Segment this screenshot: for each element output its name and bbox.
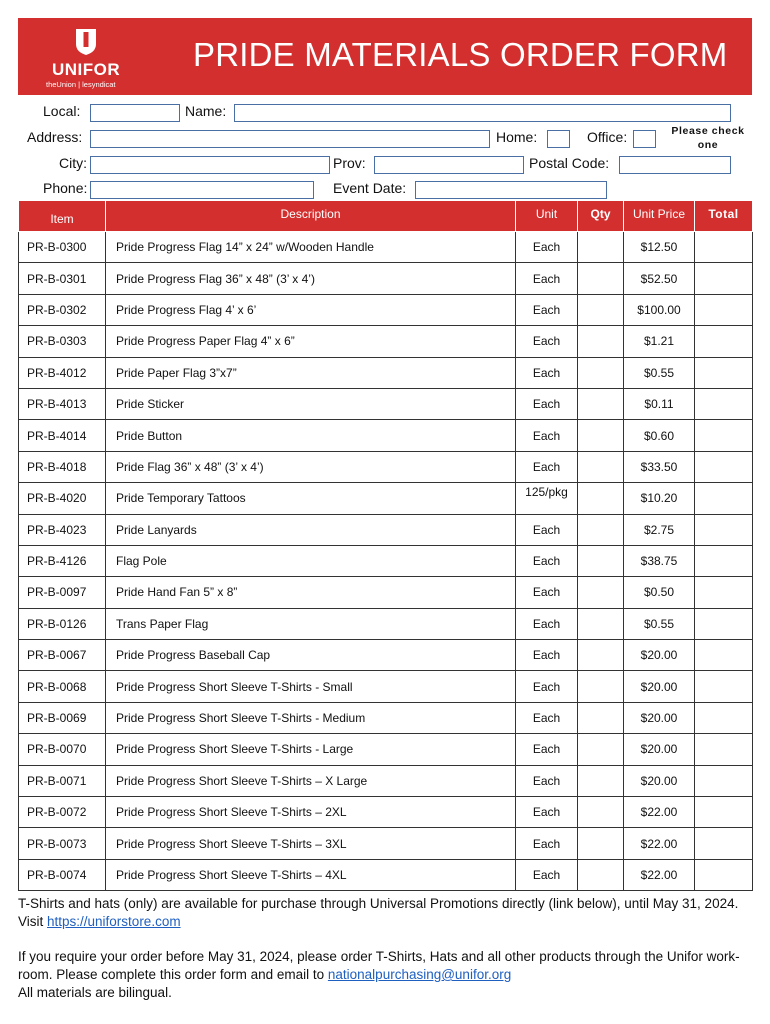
total-cell[interactable] (695, 388, 753, 419)
item-unit-price: $20.00 (624, 765, 695, 796)
item-unit-price: $22.00 (624, 859, 695, 890)
item-description: Pride Progress Flag 14” x 24” w/Wooden Handle (106, 232, 516, 263)
item-unit-price: $20.00 (624, 640, 695, 671)
table-row (19, 326, 753, 357)
qty-cell[interactable] (578, 294, 624, 325)
address-label: Address: (27, 129, 83, 145)
item-description: Pride Progress Short Sleeve T-Shirts – X Large (106, 765, 516, 796)
item-unit-price: $20.00 (624, 734, 695, 765)
item-unit: Each (516, 388, 578, 419)
table-row (19, 702, 753, 733)
item-code: PR-B-4013 (19, 388, 106, 419)
qty-cell[interactable] (578, 420, 624, 451)
logo-tagline: theUnion | lesyndicat (46, 80, 116, 89)
table-row (19, 828, 753, 859)
table-row (19, 671, 753, 702)
notes-text-1: T-Shirts and hats (only) are available for purchase through Universal Promotions directly (link below), until May 31, 2024. Visit (18, 896, 739, 929)
qty-cell[interactable] (578, 263, 624, 294)
item-unit: Each (516, 859, 578, 890)
item-unit-price: $20.00 (624, 671, 695, 702)
item-code: PR-B-0072 (19, 797, 106, 828)
qty-cell[interactable] (578, 671, 624, 702)
total-cell[interactable] (695, 828, 753, 859)
table-row (19, 263, 753, 294)
item-description: Trans Paper Flag (106, 608, 516, 639)
item-unit: Each (516, 734, 578, 765)
phone-label: Phone: (43, 180, 88, 196)
order-table (18, 200, 753, 891)
item-unit-price: $52.50 (624, 263, 695, 294)
item-code: PR-B-4014 (19, 420, 106, 451)
item-code: PR-B-4023 (19, 514, 106, 545)
item-description: Pride Hand Fan 5” x 8” (106, 577, 516, 608)
postal-code-label: Postal Code: (529, 155, 610, 171)
item-description: Pride Progress Baseball Cap (106, 640, 516, 671)
item-unit-price: $33.50 (624, 451, 695, 482)
qty-cell[interactable] (578, 357, 624, 388)
qty-cell[interactable] (578, 640, 624, 671)
total-cell[interactable] (695, 797, 753, 828)
qty-cell[interactable] (578, 388, 624, 419)
total-cell[interactable] (695, 451, 753, 482)
table-row (19, 765, 753, 796)
item-unit-price: $2.75 (624, 514, 695, 545)
item-unit-price: $38.75 (624, 545, 695, 576)
qty-cell[interactable] (578, 702, 624, 733)
city-field[interactable] (90, 156, 330, 174)
table-row (19, 577, 753, 608)
qty-cell[interactable] (578, 514, 624, 545)
item-code: PR-B-0302 (19, 294, 106, 325)
item-description: Pride Progress Paper Flag 4” x 6” (106, 326, 516, 357)
office-checkbox[interactable] (633, 130, 656, 148)
item-unit: Each (516, 420, 578, 451)
item-description: Pride Lanyards (106, 514, 516, 545)
item-description: Pride Flag 36” x 48” (3’ x 4’) (106, 451, 516, 482)
logo-brand: UNIFOR (52, 60, 121, 79)
item-code: PR-B-4020 (19, 483, 106, 514)
table-header-row (19, 201, 753, 232)
total-cell[interactable] (695, 859, 753, 890)
item-unit: Each (516, 797, 578, 828)
total-cell[interactable] (695, 577, 753, 608)
total-cell[interactable] (695, 514, 753, 545)
item-unit: Each (516, 702, 578, 733)
notes-paragraph-3: All materials are bilingual. (18, 985, 172, 1000)
header-total: Total (695, 201, 753, 232)
item-unit: Each (516, 608, 578, 639)
qty-cell[interactable] (578, 734, 624, 765)
item-unit: Each (516, 545, 578, 576)
total-cell[interactable] (695, 483, 753, 514)
item-code: PR-B-0068 (19, 671, 106, 702)
table-row (19, 734, 753, 765)
page-title: PRIDE MATERIALS ORDER FORM (193, 36, 728, 73)
total-cell[interactable] (695, 640, 753, 671)
qty-cell[interactable] (578, 859, 624, 890)
table-row (19, 420, 753, 451)
total-cell[interactable] (695, 232, 753, 263)
item-code: PR-B-4126 (19, 545, 106, 576)
table-row (19, 859, 753, 890)
item-code: PR-B-0069 (19, 702, 106, 733)
item-unit-price: $22.00 (624, 797, 695, 828)
qty-cell[interactable] (578, 326, 624, 357)
qty-cell[interactable] (578, 797, 624, 828)
item-unit: Each (516, 765, 578, 796)
item-unit: Each (516, 232, 578, 263)
qty-cell[interactable] (578, 608, 624, 639)
name-field[interactable] (234, 104, 731, 122)
prov-label: Prov: (333, 155, 366, 171)
item-description: Pride Paper Flag 3”x7” (106, 357, 516, 388)
qty-cell[interactable] (578, 483, 624, 514)
item-description: Pride Progress Short Sleeve T-Shirts – 4XL (106, 859, 516, 890)
item-unit-price: $0.50 (624, 577, 695, 608)
item-unit: Each (516, 577, 578, 608)
item-description: Flag Pole (106, 545, 516, 576)
item-unit: Each (516, 671, 578, 702)
item-unit-price: $0.60 (624, 420, 695, 451)
purchasing-email-link[interactable]: nationalpurchasing@unifor.org (327, 967, 512, 982)
item-code: PR-B-0067 (19, 640, 106, 671)
total-cell[interactable] (695, 734, 753, 765)
item-unit: Each (516, 451, 578, 482)
item-description: Pride Progress Short Sleeve T-Shirts - Small (106, 671, 516, 702)
table-row (19, 608, 753, 639)
postal-code-field[interactable] (619, 156, 731, 174)
item-description: Pride Progress Short Sleeve T-Shirts - Large (106, 734, 516, 765)
item-code: PR-B-4018 (19, 451, 106, 482)
city-label: City: (59, 155, 87, 171)
total-cell[interactable] (695, 326, 753, 357)
check-one-note: Please check one (671, 125, 745, 151)
item-unit-price: $20.00 (624, 702, 695, 733)
item-code: PR-B-0300 (19, 232, 106, 263)
item-unit: Each (516, 326, 578, 357)
notes-paragraph-2 (18, 948, 758, 984)
item-unit-price: $0.11 (624, 388, 695, 419)
home-label: Home: (496, 129, 538, 145)
table-row (19, 545, 753, 576)
item-code: PR-B-4012 (19, 357, 106, 388)
item-unit: Each (516, 357, 578, 388)
local-field[interactable] (90, 104, 180, 122)
item-unit: Each (516, 263, 578, 294)
notes-paragraph-1 (18, 895, 758, 931)
total-cell[interactable] (695, 608, 753, 639)
total-cell[interactable] (695, 420, 753, 451)
item-unit: Each (516, 294, 578, 325)
header-banner (18, 18, 752, 95)
header-qty: Qty (578, 201, 624, 232)
item-description: Pride Progress Flag 4’ x 6’ (106, 294, 516, 325)
item-unit-price: $10.20 (624, 483, 695, 514)
home-checkbox[interactable] (547, 130, 570, 148)
notes-text-2: If you require your order before May 31, 2024, please order T-Shirts, Hats and all other products through the Unifor work-room. Please complete this order form and email to (18, 949, 740, 982)
table-row (19, 294, 753, 325)
qty-cell[interactable] (578, 232, 624, 263)
item-code: PR-B-0070 (19, 734, 106, 765)
order-notes (18, 895, 758, 1019)
item-unit-price: $0.55 (624, 608, 695, 639)
total-cell[interactable] (695, 357, 753, 388)
item-unit-price: $22.00 (624, 828, 695, 859)
table-row (19, 451, 753, 482)
item-unit-price: $12.50 (624, 232, 695, 263)
total-cell[interactable] (695, 263, 753, 294)
total-cell[interactable] (695, 294, 753, 325)
unifor-shield-icon (74, 28, 98, 56)
table-row (19, 797, 753, 828)
item-code: PR-B-0126 (19, 608, 106, 639)
qty-cell[interactable] (578, 577, 624, 608)
item-description: Pride Progress Short Sleeve T-Shirts – 2XL (106, 797, 516, 828)
item-unit: 125/pkg (516, 483, 578, 514)
address-field[interactable] (90, 130, 490, 148)
table-row (19, 640, 753, 671)
item-unit: Each (516, 828, 578, 859)
header-description: Description (106, 201, 516, 232)
table-row (19, 514, 753, 545)
event-date-field[interactable] (415, 181, 607, 199)
unifor-logo (46, 28, 126, 90)
qty-cell[interactable] (578, 828, 624, 859)
qty-cell[interactable] (578, 545, 624, 576)
header-unit-price: Unit Price (624, 201, 695, 232)
item-description: Pride Sticker (106, 388, 516, 419)
total-cell[interactable] (695, 671, 753, 702)
header-unit: Unit (516, 201, 578, 232)
item-code: PR-B-0073 (19, 828, 106, 859)
item-unit-price: $1.21 (624, 326, 695, 357)
total-cell[interactable] (695, 545, 753, 576)
item-unit-price: $100.00 (624, 294, 695, 325)
table-row (19, 483, 753, 514)
uniforstore-link[interactable]: https://uniforstore.com (47, 914, 181, 929)
phone-field[interactable] (90, 181, 314, 199)
header-item: Item (19, 201, 106, 232)
local-label: Local: (43, 103, 81, 119)
item-code: PR-B-0097 (19, 577, 106, 608)
total-cell[interactable] (695, 765, 753, 796)
office-label: Office: (587, 129, 628, 145)
qty-cell[interactable] (578, 451, 624, 482)
event-date-label: Event Date: (333, 180, 407, 196)
qty-cell[interactable] (578, 765, 624, 796)
item-unit-price: $0.55 (624, 357, 695, 388)
total-cell[interactable] (695, 702, 753, 733)
table-row (19, 232, 753, 263)
item-description: Pride Progress Short Sleeve T-Shirts - Medium (106, 702, 516, 733)
item-code: PR-B-0301 (19, 263, 106, 294)
item-description: Pride Temporary Tattoos (106, 483, 516, 514)
table-row (19, 388, 753, 419)
item-code: PR-B-0303 (19, 326, 106, 357)
item-unit: Each (516, 640, 578, 671)
name-label: Name: (185, 103, 227, 119)
item-description: Pride Progress Flag 36” x 48” (3’ x 4’) (106, 263, 516, 294)
table-row (19, 357, 753, 388)
item-description: Pride Progress Short Sleeve T-Shirts – 3XL (106, 828, 516, 859)
item-code: PR-B-0074 (19, 859, 106, 890)
prov-field[interactable] (374, 156, 524, 174)
item-unit: Each (516, 514, 578, 545)
item-code: PR-B-0071 (19, 765, 106, 796)
item-description: Pride Button (106, 420, 516, 451)
